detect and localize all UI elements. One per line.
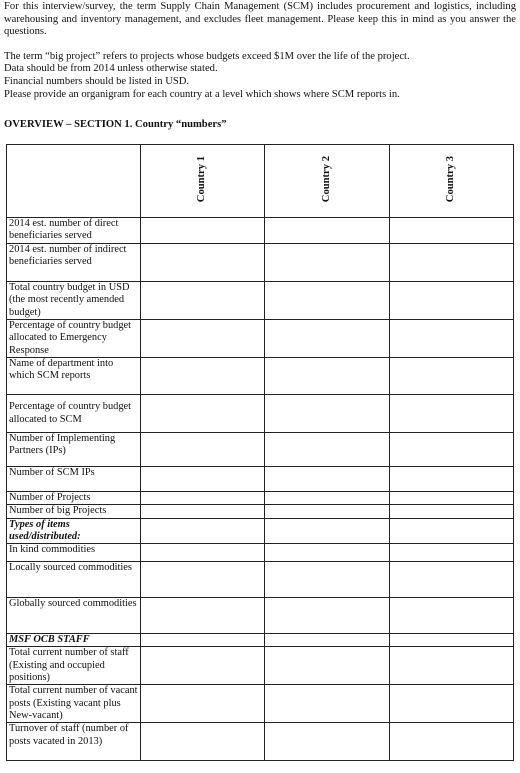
table-row — [7, 492, 514, 505]
country-3-cell[interactable] — [389, 320, 513, 358]
row-label: MSF OCB STAFF — [7, 634, 141, 647]
country-2-cell[interactable] — [265, 358, 389, 395]
table-row — [7, 518, 514, 544]
country-3-cell[interactable] — [389, 218, 513, 244]
currency-note: Financial numbers should be listed in USD. — [4, 75, 190, 87]
row-label: Number of SCM IPs — [7, 467, 141, 492]
country-2-cell[interactable] — [265, 467, 389, 492]
row-label: Total current number of staff (Existing and occupied positions) — [7, 647, 141, 685]
country-3-cell[interactable] — [389, 518, 513, 544]
country-2-cell[interactable] — [265, 395, 389, 433]
country-3-cell[interactable] — [389, 685, 513, 723]
table-row — [7, 320, 514, 358]
country-1-cell[interactable] — [141, 634, 265, 647]
row-label: Number of Projects — [7, 492, 141, 505]
country-3-cell[interactable] — [389, 544, 513, 562]
country-1-cell[interactable] — [141, 282, 265, 320]
country-2-cell[interactable] — [265, 244, 389, 282]
country-3-cell[interactable] — [389, 505, 513, 518]
table-row — [7, 244, 514, 282]
country-1-cell[interactable] — [141, 358, 265, 395]
country-2-cell[interactable] — [265, 433, 389, 467]
row-label: Turnover of staff (number of posts vacated in 2013) — [7, 723, 141, 761]
table-row — [7, 685, 514, 723]
organigram-note: Please provide an organigram for each country at a level which shows where SCM reports in. — [4, 88, 400, 100]
country-1-cell[interactable] — [141, 518, 265, 544]
country-2-cell[interactable] — [265, 320, 389, 358]
country-2-cell[interactable] — [265, 544, 389, 562]
country-1-cell[interactable] — [141, 723, 265, 761]
column-header-country-3: Country 3 — [389, 145, 513, 218]
table-row — [7, 358, 514, 395]
country-2-cell[interactable] — [265, 218, 389, 244]
table-row — [7, 467, 514, 492]
country-2-cell[interactable] — [265, 505, 389, 518]
country-1-cell[interactable] — [141, 505, 265, 518]
country-2-cell[interactable] — [265, 562, 389, 598]
row-label: Globally sourced commodities — [7, 598, 141, 634]
country-2-cell[interactable] — [265, 598, 389, 634]
table-row — [7, 723, 514, 761]
country-1-cell[interactable] — [141, 244, 265, 282]
table-row — [7, 218, 514, 244]
country-1-cell[interactable] — [141, 433, 265, 467]
row-label: Number of big Projects — [7, 505, 141, 518]
country-1-cell[interactable] — [141, 544, 265, 562]
table-row — [7, 562, 514, 598]
country-3-cell[interactable] — [389, 467, 513, 492]
country-1-cell[interactable] — [141, 647, 265, 685]
table-row — [7, 395, 514, 433]
data-year-note: Data should be from 2014 unless otherwise stated. — [4, 63, 218, 75]
table-row — [7, 544, 514, 562]
country-1-cell[interactable] — [141, 492, 265, 505]
row-label: In kind commodities — [7, 544, 141, 562]
country-2-cell[interactable] — [265, 518, 389, 544]
row-label: Types of items used/distributed: — [7, 518, 141, 544]
country-3-cell[interactable] — [389, 395, 513, 433]
country-3-cell[interactable] — [389, 647, 513, 685]
country-1-cell[interactable] — [141, 395, 265, 433]
country-1-cell[interactable] — [141, 218, 265, 244]
country-2-cell[interactable] — [265, 492, 389, 505]
section-title: OVERVIEW – SECTION 1. Country “numbers” — [4, 119, 227, 130]
table-row — [7, 634, 514, 647]
country-1-cell[interactable] — [141, 467, 265, 492]
row-label: Number of Implementing Partners (IPs) — [7, 433, 141, 467]
column-header-country-1: Country 1 — [141, 145, 265, 218]
country-2-cell[interactable] — [265, 647, 389, 685]
intro-text — [4, 1, 516, 101]
country-1-cell[interactable] — [141, 685, 265, 723]
row-label: Name of department into which SCM reports — [7, 358, 141, 395]
country-3-cell[interactable] — [389, 492, 513, 505]
country-1-cell[interactable] — [141, 320, 265, 358]
table-row — [7, 647, 514, 685]
intro-paragraph: For this interview/survey, the term Supply Chain Management (SCM) includes procurement and logistics, including warehousing and inventory management, and excludes fleet management. Please keep this in mind as you answer the questions. — [4, 1, 516, 38]
country-2-cell[interactable] — [265, 282, 389, 320]
country-3-cell[interactable] — [389, 634, 513, 647]
big-project-definition: The term “big project” refers to projects whose budgets exceed $1M over the life of the project. — [4, 50, 410, 62]
country-3-cell[interactable] — [389, 358, 513, 395]
country-3-cell[interactable] — [389, 562, 513, 598]
table-row — [7, 598, 514, 634]
column-header-country-2: Country 2 — [265, 145, 389, 218]
row-label: Percentage of country budget allocated to Emergency Response — [7, 320, 141, 358]
table-row — [7, 505, 514, 518]
country-2-cell[interactable] — [265, 634, 389, 647]
row-label: Percentage of country budget allocated to SCM — [7, 395, 141, 433]
table-row — [7, 433, 514, 467]
country-3-cell[interactable] — [389, 244, 513, 282]
row-label: 2014 est. number of indirect beneficiaries served — [7, 244, 141, 282]
country-3-cell[interactable] — [389, 282, 513, 320]
header-corner-cell — [7, 145, 141, 218]
country-1-cell[interactable] — [141, 598, 265, 634]
table-row — [7, 282, 514, 320]
country-3-cell[interactable] — [389, 598, 513, 634]
country-2-cell[interactable] — [265, 723, 389, 761]
row-label: Total country budget in USD (the most recently amended budget) — [7, 282, 141, 320]
country-1-cell[interactable] — [141, 562, 265, 598]
row-label: Locally sourced commodities — [7, 562, 141, 598]
country-3-cell[interactable] — [389, 723, 513, 761]
row-label: Total current number of vacant posts (Existing vacant plus New-vacant) — [7, 685, 141, 723]
country-3-cell[interactable] — [389, 433, 513, 467]
country-2-cell[interactable] — [265, 685, 389, 723]
country-numbers-table — [6, 144, 514, 761]
row-label: 2014 est. number of direct beneficiaries served — [7, 218, 141, 244]
